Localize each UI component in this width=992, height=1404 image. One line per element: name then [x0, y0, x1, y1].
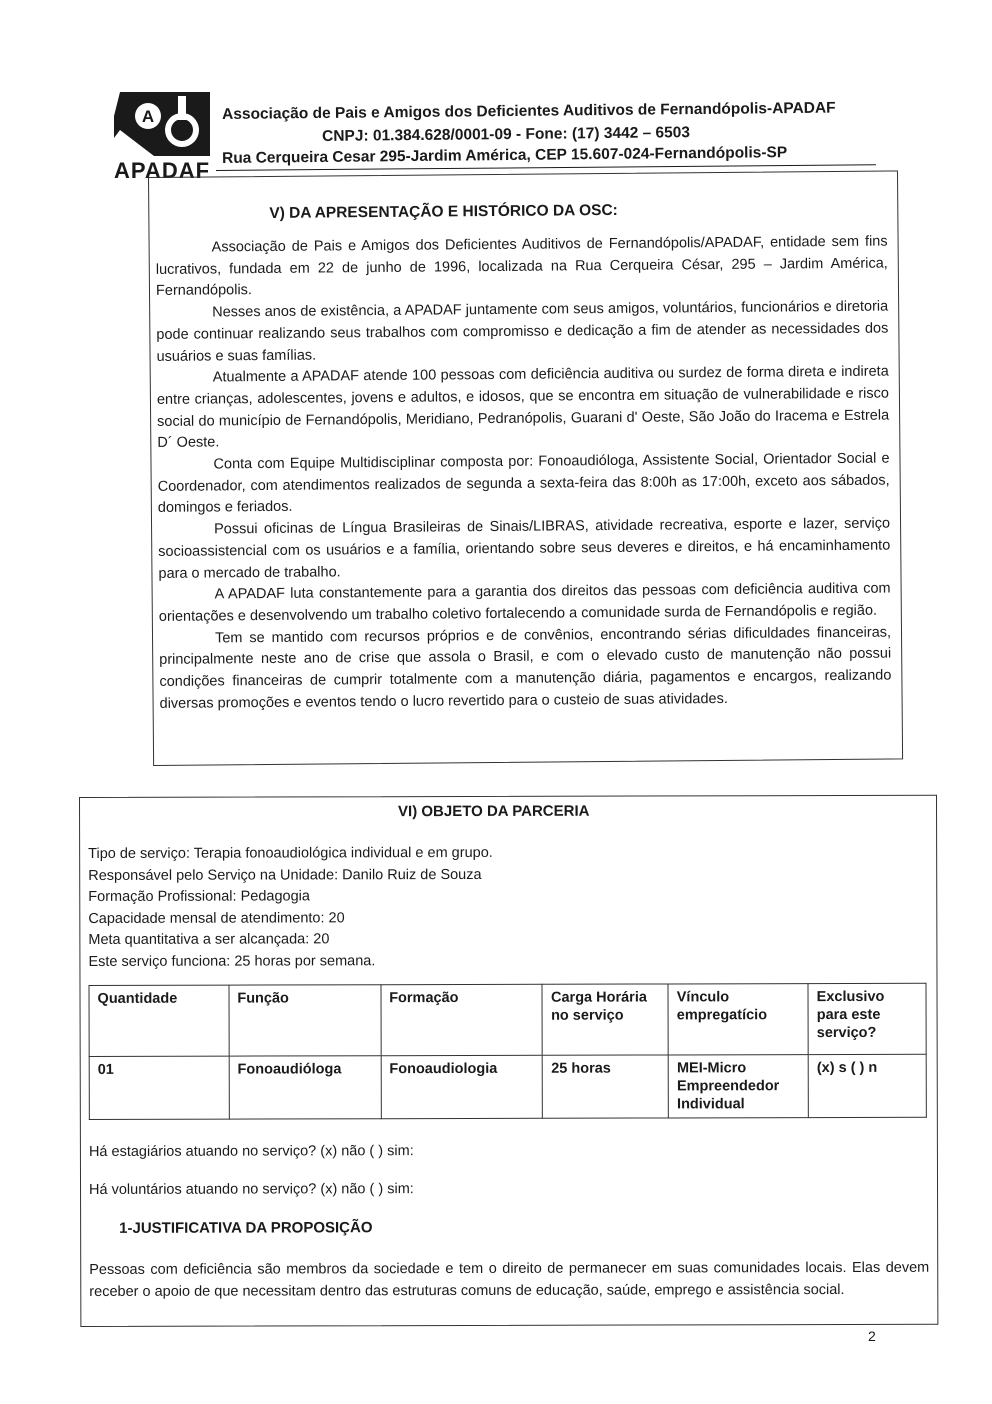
- paragraph: Tem se mantido com recursos próprios e de convênios, encontrando sérias dificuldades financeiras, principalmente neste ano de crise que assola o Brasil, e com o elevado custo de manutenção não possui condições financeiras de cumprir totalmente com a manutenção diária, pagamentos e encargos, realizando diversas promoções e eventos tendo o lucro revertido para o custeio de suas atividades.: [159, 624, 892, 712]
- column-header: Quantidade: [89, 985, 229, 1056]
- monthly-capacity: Capacidade mensal de atendimento: 20: [88, 910, 345, 927]
- service-type: Tipo de serviço: Terapia fonoaudiológica individual e em grupo.: [88, 844, 493, 862]
- column-header: Exclusivo para este serviço?: [808, 983, 926, 1054]
- paragraph: Possui oficinas de Língua Brasileiras de Sinais/LIBRAS, atividade recreativa, esporte e lazer, serviço socioassistencial com os usuários e a família, orientando sobre seus deveres e direitos, e há encaminhamento para o mercado de trabalho.: [158, 515, 891, 582]
- org-cnpj-phone: CNPJ: 01.384.628/0001-09 - Fone: (17) 3442 – 6503: [322, 124, 691, 145]
- column-header: Carga Horária no serviço: [542, 984, 668, 1055]
- section-vi-box: [79, 795, 938, 1327]
- service-responsible: Responsável pelo Serviço na Unidade: Danilo Ruiz de Souza: [88, 866, 482, 884]
- table-header-row: [89, 983, 926, 1056]
- justification-body: [89, 1258, 929, 1303]
- section-v-box: [148, 170, 903, 766]
- table-row: [89, 1054, 926, 1119]
- service-hours: Este serviço funciona: 25 horas por semana.: [88, 953, 376, 970]
- interns-question: Há estagiários atuando no serviço? (x) não ( ) sim:: [88, 1143, 414, 1160]
- table-cell: 25 horas: [543, 1055, 669, 1118]
- paragraph: Conta com Equipe Multidisciplinar composta por: Fonoaudióloga, Assistente Social, Orientador Social e Coordenador, com atendimentos realizados de segunda a sexta-feira das 8:00h as 17:00h, exceto aos sábados, domingos e feriados.: [157, 450, 890, 517]
- quantitative-goal: Meta quantitativa a ser alcançada: 20: [88, 931, 330, 949]
- service-info: [88, 843, 493, 974]
- column-header: Formação: [381, 984, 543, 1055]
- paragraph: Atualmente a APADAF atende 100 pessoas com deficiência auditiva ou surdez de forma direta e indireta entre crianças, adolescentes, jovens e adultos, e idosos, que se encontra em situação de vulnerabilidade e risco social do município de Fernandópolis, Meridiano, Pedranópolis, Guarani d' Oeste, São João do Iracema e Estrela D´ Oeste.: [156, 363, 890, 452]
- justification-paragraph: Pessoas com deficiência são membros da sociedade e tem o direito de permanecer em suas comunidades locais. Elas devem receber o apoio de que necessitam dentro das estruturas comuns de educação, saúde, emprego e assistência social.: [89, 1259, 930, 1300]
- staff-table: [88, 983, 926, 1120]
- column-header: Vínculo empregatício: [668, 984, 808, 1055]
- paragraph: A APADAF luta constantemente para a garantia dos direitos das pessoas com deficiência auditiva com orientações e desenvolvendo um trabalho coletivo fortalecendo a comunidade surda de Fernandópolis e região.: [158, 580, 891, 625]
- table-cell: Fonoaudióloga: [229, 1056, 381, 1119]
- table-cell: Fonoaudiologia: [381, 1055, 543, 1118]
- professional-training: Formação Profissional: Pedagogia: [88, 888, 310, 906]
- logo-text: APADAF: [114, 158, 211, 183]
- column-header: Função: [229, 985, 381, 1056]
- volunteers-question: Há voluntários atuando no serviço? (x) não ( ) sim:: [89, 1181, 414, 1198]
- apadaf-logo: [110, 86, 216, 182]
- table-cell: MEI-Micro Empreendedor Individual: [668, 1055, 808, 1118]
- org-address: Rua Cerqueira Cesar 295-Jardim América, CEP 15.607-024-Fernandópolis-SP: [222, 144, 788, 167]
- logo-letter: A: [141, 107, 155, 126]
- section-v-title: V) DA APRESENTAÇÃO E HISTÓRICO DA OSC:: [269, 201, 618, 222]
- justification-title: 1-JUSTIFICATIVA DA PROPOSIÇÃO: [119, 1219, 373, 1237]
- paragraph: Nesses anos de existência, a APADAF juntamente com seus amigos, voluntários, funcionários e diretoria pode continuar realizando seus trabalhos com compromisso e dedicação a fim de atender as necessidades dos usuários e suas famílias.: [156, 298, 889, 365]
- ear-logo-icon: [110, 86, 216, 162]
- page-number: 2: [868, 1328, 876, 1344]
- section-vi-title: VI) OBJETO DA PARCERIA: [398, 802, 590, 821]
- table-cell: (x) s ( ) n: [808, 1054, 926, 1117]
- section-v-body: [156, 232, 892, 716]
- table-cell: 01: [89, 1056, 229, 1119]
- org-name: Associação de Pais e Amigos dos Deficientes Auditivos de Fernandópolis-APADAF: [222, 99, 836, 123]
- paragraph: Associação de Pais e Amigos dos Deficientes Auditivos de Fernandópolis/APADAF, entidade sem fins lucrativos, fundada em 22 de junho de 1996, localizada na Rua Cerqueira César, 295 – Jardim América, Fernandópolis.: [155, 233, 888, 300]
